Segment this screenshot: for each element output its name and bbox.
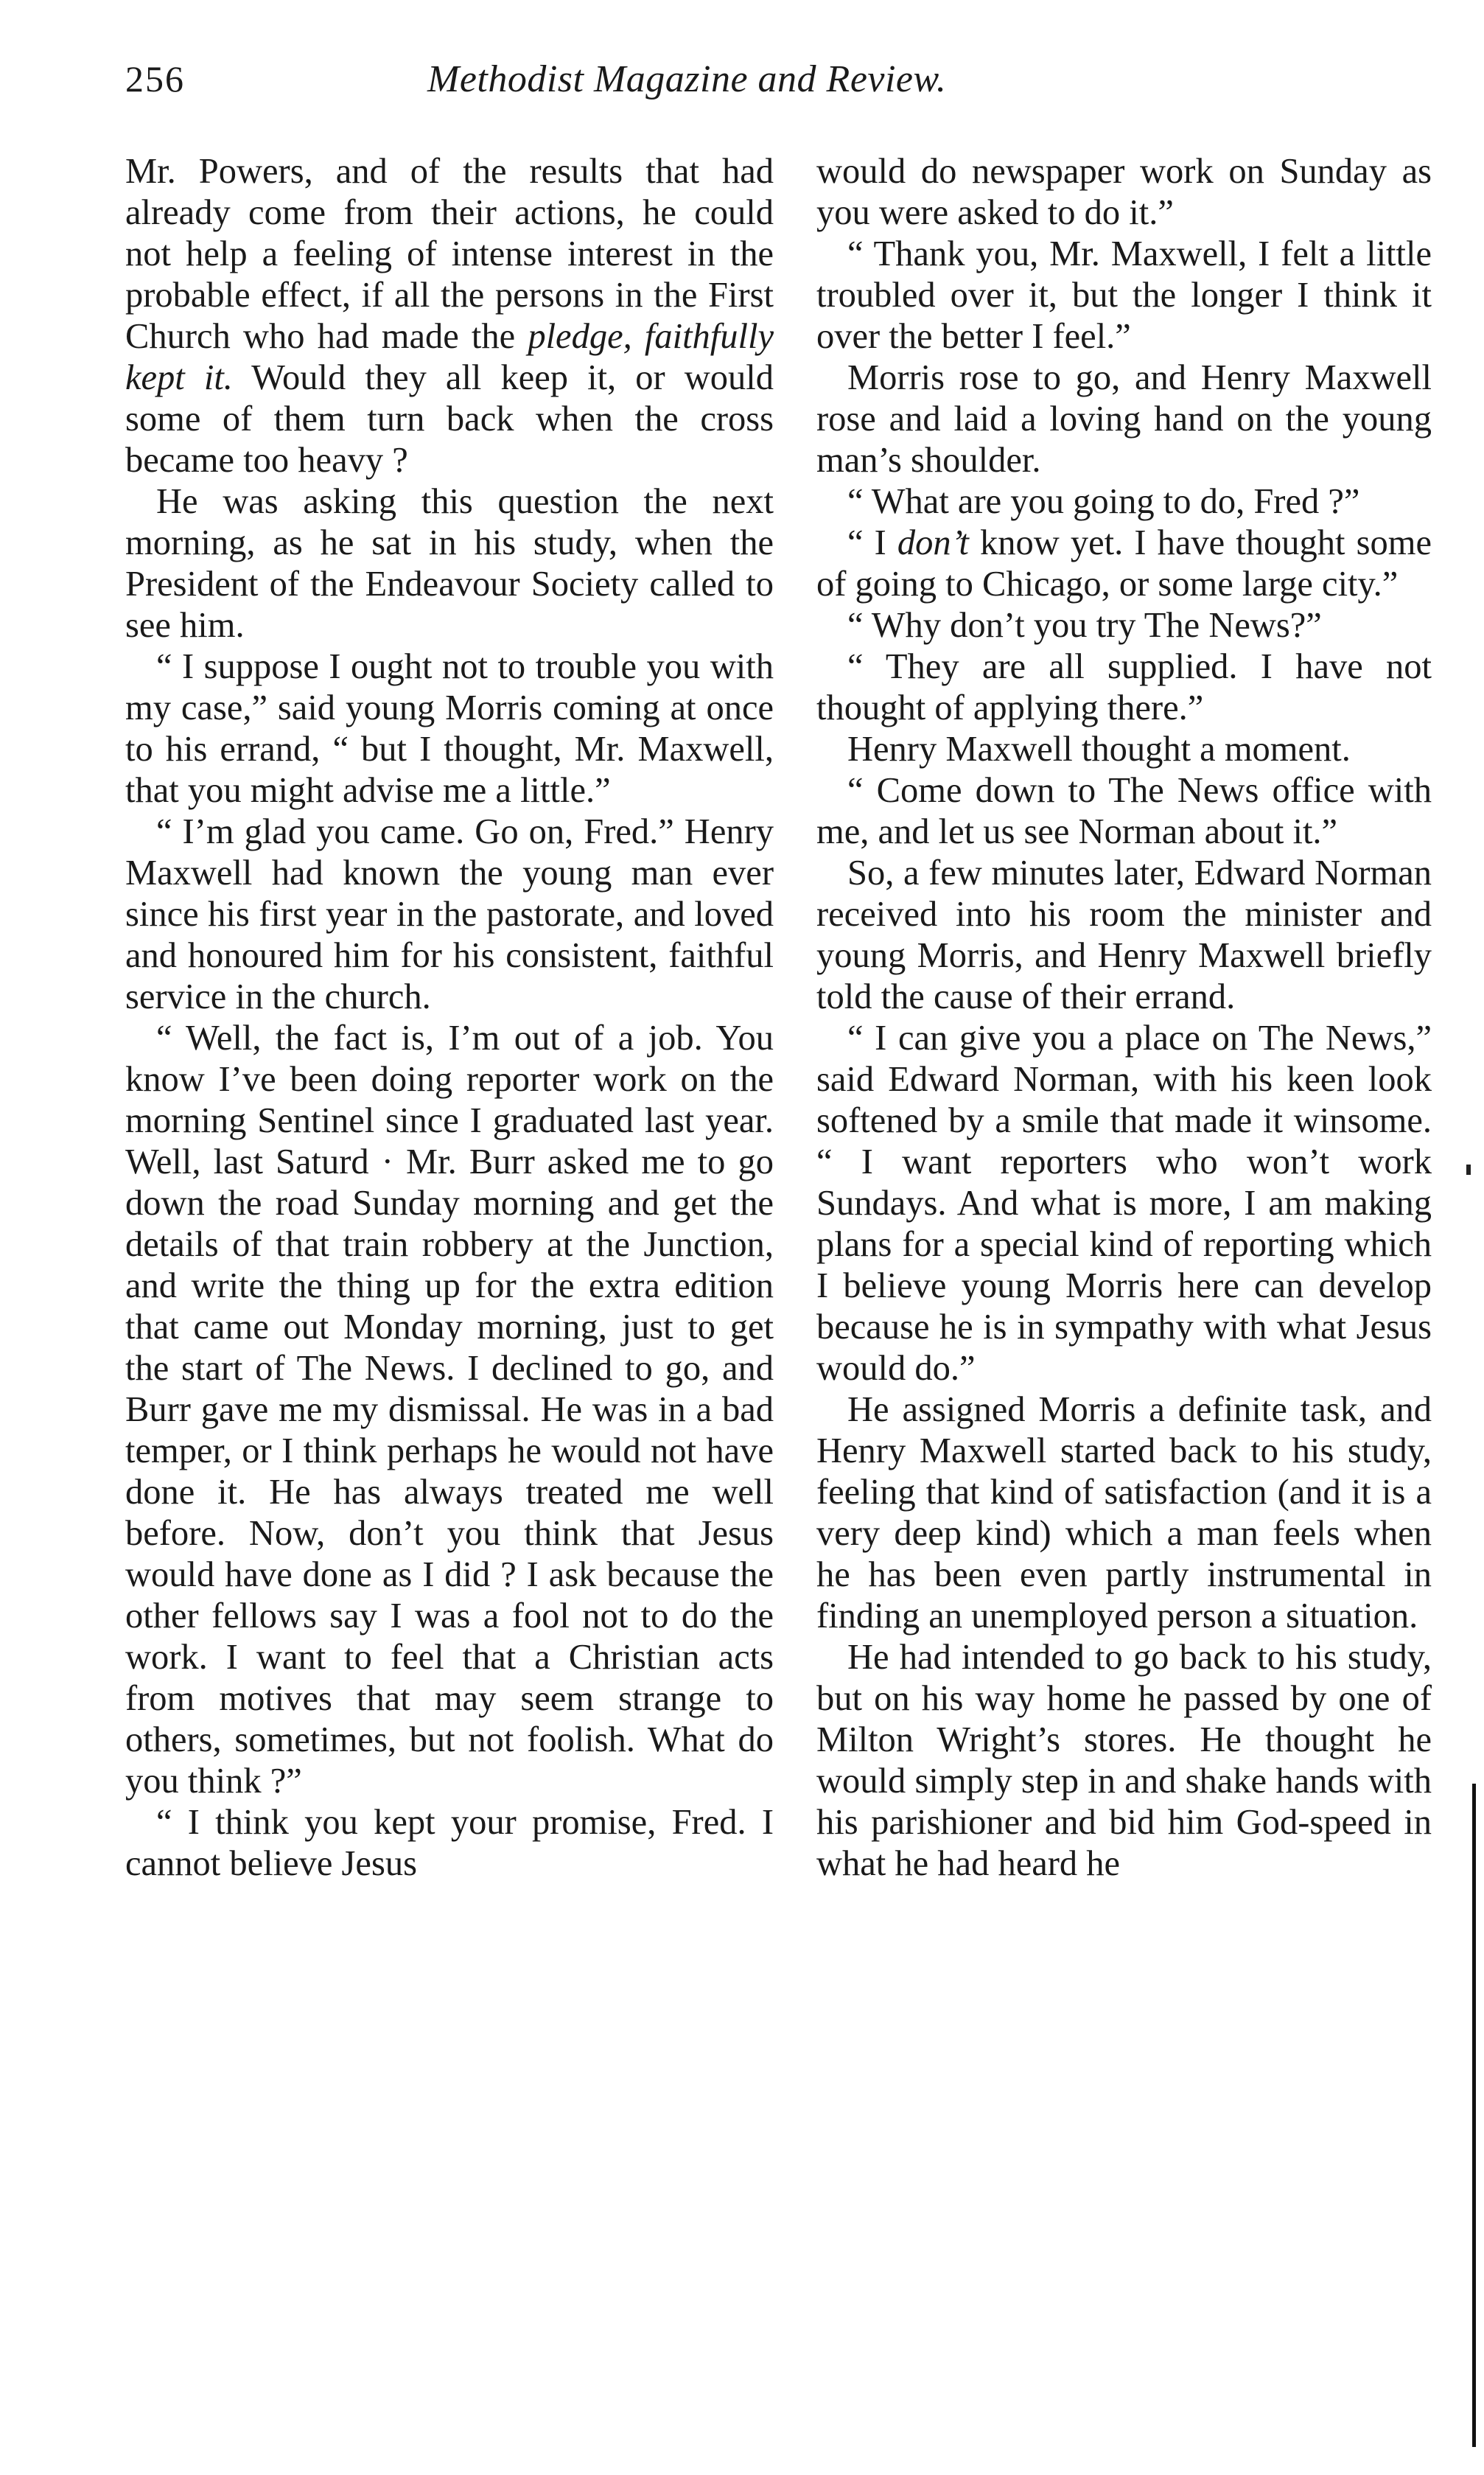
paragraph: “ I think you kept your promise, Fred. I cannot believe Jesus	[125, 1803, 774, 1883]
paragraph: He assigned Morris a definite task, and Henry Maxwell started back to his study, feeling that kind of satisfaction (and it is a very deep kind) which a man feels when he has been even partly instrumental in finding an unemployed person a situation.	[816, 1390, 1432, 1636]
paragraph: He was asking this question the next morning, as he sat in his study, when the President of the Endeavour Society called to see him.	[125, 482, 774, 645]
paragraph-text: “ I	[847, 523, 897, 562]
paragraph	[816, 523, 1432, 605]
paragraph: “ I can give you a place on The News,” said Edward Norman, with his keen look softened by a smile that made it winsome. “ I want reporters who won’t work Sundays. And what is more, I am making plans for a special kind of reporting which I believe young Morris here can develop because he is in sympathy with what Jesus would do.”	[816, 1019, 1432, 1388]
paragraph: “ They are all supplied. I have not thought of applying there.”	[816, 647, 1432, 727]
paragraph: “ Come down to The News office with me, and let us see Norman about it.”	[816, 771, 1432, 851]
paragraph-text: Mr. Powers, and of the results that had already come from their actions, he could not help a feeling of intense interest in the probable effect, if all the persons in the First Church who had made the	[125, 152, 774, 356]
paragraph: would do newspaper work on Sunday as you were asked to do it.”	[816, 152, 1432, 232]
paragraph-text: Would they all keep it, or would some of them turn back when the cross became too heavy ?	[125, 358, 774, 480]
paragraph: He had intended to go back to his study, but on his way home he passed by one of Milton Wright’s stores. He thought he would simply step in and shake hands with his parishioner and bid him God-speed in what he had heard he	[816, 1638, 1432, 1883]
left-column	[125, 151, 774, 2451]
paragraph: “ Why don’t you try The News?”	[847, 606, 1322, 645]
page-number: 256	[125, 58, 185, 100]
paragraph: “ Well, the fact is, I’m out of a job. You know I’ve been doing reporter work on the morning Sentinel since I graduated last year. Well, last Saturd · Mr. Burr asked me to go down the road Sunday morning and get the details of that train robbery at the Junction, and write the thing up for the extra edition that came out Monday morning, just to get the start of The News. I declined to go, and Burr gave me my dismissal. He was in a bad temper, or I think perhaps he would not have done it. He has always treated me well before. Now, don’t you think that Jesus would have done as I did ? I ask because the other fellows say I was a fool not to do the work. I want to feel that a Christian acts from motives that may seem strange to others, sometimes, but not foolish. What do you think ?”	[125, 1019, 774, 1801]
emphasized-text: pledge, faithfully kept it.	[125, 317, 774, 397]
paragraph: Morris rose to go, and Henry Maxwell rose and laid a loving hand on the young man’s shoulder.	[816, 358, 1432, 480]
paragraph: “ Thank you, Mr. Maxwell, I felt a little troubled over it, but the longer I think it over the better I feel.”	[816, 234, 1432, 356]
paragraph-text: know yet. I have thought some of going to Chicago, or some large city.”	[816, 523, 1432, 604]
paragraph: “ What are you going to do, Fred ?”	[847, 482, 1360, 521]
margin-rule	[1472, 1784, 1476, 2447]
paragraph: “ I suppose I ought not to trouble you with my case,” said young Morris coming at once to his errand, “ but I thought, Mr. Maxwell, that you might advise me a little.”	[125, 647, 774, 810]
paragraph: Henry Maxwell thought a moment.	[847, 730, 1351, 769]
paragraph: So, a few minutes later, Edward Norman received into his room the minister and young Morris, and Henry Maxwell briefly told the cause of their errand.	[816, 853, 1432, 1016]
paragraph	[125, 151, 774, 481]
emphasized-text: don’t	[897, 523, 969, 562]
page-header	[125, 57, 1422, 124]
margin-mark	[1466, 1165, 1471, 1175]
running-title: Methodist Magazine and Review.	[427, 58, 947, 100]
right-column	[816, 151, 1432, 2451]
paragraph: “ I’m glad you came. Go on, Fred.” Henry Maxwell had known the young man ever since his first year in the pastorate, and loved and honoured him for his consistent, faithful service in the church.	[125, 812, 774, 1016]
